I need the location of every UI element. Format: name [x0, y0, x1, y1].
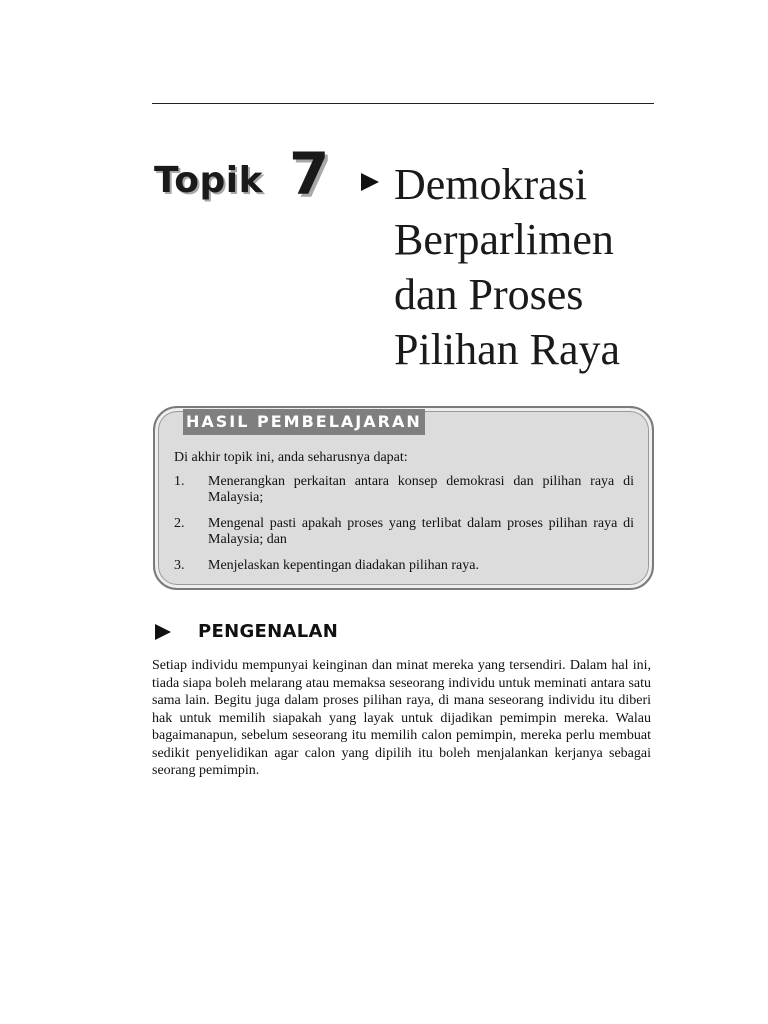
chapter-number: 7: [289, 140, 330, 208]
chapter-title-line: dan Proses: [394, 270, 584, 319]
triangle-right-icon: [359, 171, 381, 193]
body-paragraph: Setiap individu mempunyai keinginan dan minat mereka yang tersendiri. Dalam hal ini, tiada siapa boleh melarang atau memaksa seseorang individu untuk meminati antara satu sama lain. Begitu juga dalam proses pilihan raya, di mana seseorang individu itu diberi hak untuk memilih siapakah yang layak untuk dijadikan pemimpin mereka. Walau bagaimanapun, sebelum seseorang itu memilih calon pemimpin, mereka perlu membuat sedikit penyelidikan agar calon yang dipilih itu boleh menjalankan kerjanya sebagai seorang pemimpin.: [152, 658, 651, 778]
list-item-number: 3.: [174, 558, 185, 573]
chapter-title-line: Pilihan Raya: [394, 325, 621, 374]
list-item-text: Mengenal pasti apakah proses yang terlibat dalam proses pilihan raya di Malaysia; dan: [208, 516, 634, 547]
list-item: [174, 474, 634, 506]
learning-outcomes-intro: Di akhir topik ini, anda seharusnya dapat:: [174, 450, 408, 465]
list-item-text: Menjelaskan kepentingan diadakan pilihan raya.: [208, 558, 479, 573]
chapter-title-line: Berparlimen: [394, 215, 614, 264]
chapter-label: Topik: [154, 160, 264, 201]
list-item: [174, 516, 634, 548]
chapter-title-line: Demokrasi: [394, 160, 588, 209]
triangle-right-icon: [154, 623, 172, 641]
list-item: [174, 558, 634, 574]
section-heading: PENGENALAN: [198, 621, 339, 642]
list-item-number: 1.: [174, 474, 185, 489]
list-item-text: Menerangkan perkaitan antara konsep demokrasi dan pilihan raya di Malaysia;: [208, 474, 634, 505]
header-rule: [152, 103, 654, 104]
list-item-number: 2.: [174, 516, 185, 531]
learning-outcomes-list: [174, 474, 634, 584]
chapter-title: [394, 157, 694, 377]
learning-outcomes-header: HASIL PEMBELAJARAN: [183, 409, 425, 435]
